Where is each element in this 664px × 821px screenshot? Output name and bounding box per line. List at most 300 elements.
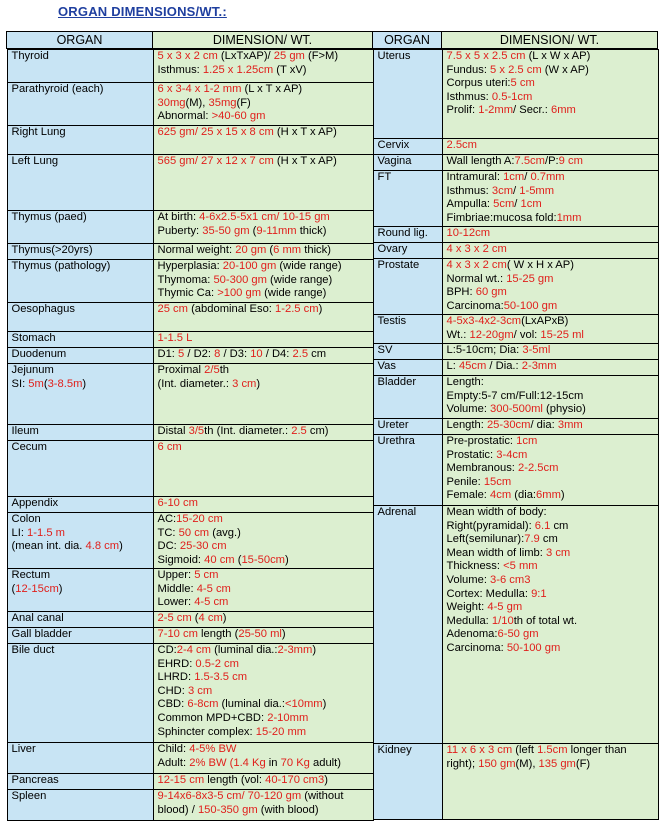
organ-line xyxy=(378,435,438,449)
dimension-text: / D2: xyxy=(184,348,214,360)
dimension-text: >40-60 gm xyxy=(212,110,266,122)
organ-line xyxy=(378,419,438,433)
dimension-text: 3 cm xyxy=(232,378,256,390)
left-column-block xyxy=(7,49,373,821)
dimension-cell xyxy=(153,260,373,303)
dimension-text: (avg.) xyxy=(209,527,241,539)
table-row xyxy=(373,259,658,315)
organ-line xyxy=(378,344,438,358)
dimension-line xyxy=(447,506,654,520)
dimension-text: Sphincter complex: xyxy=(158,726,256,738)
table-row xyxy=(373,344,658,360)
dimension-text: / xyxy=(513,185,519,197)
dimension-text: 625 gm/ 25 x 15 x 8 cm xyxy=(158,126,274,138)
dimension-line xyxy=(447,533,654,547)
organ-line xyxy=(12,303,149,317)
table-row xyxy=(7,348,373,364)
dimension-text: Middle: xyxy=(158,583,197,595)
organ-line xyxy=(12,497,149,511)
organ-cell xyxy=(373,435,442,506)
organ-text: Appendix xyxy=(12,497,59,509)
dimension-line xyxy=(158,225,369,239)
organ-text: Ureter xyxy=(378,419,409,431)
organ-line xyxy=(12,155,149,169)
dimension-text: Abnormal: xyxy=(158,110,212,122)
table-row xyxy=(7,774,373,790)
dimension-text: 40-170 cm3 xyxy=(265,774,324,786)
organ-line xyxy=(12,364,149,378)
dimension-text: 15cm xyxy=(484,476,511,488)
organ-text: 1-1.5 m xyxy=(27,527,65,539)
table-row xyxy=(7,126,373,155)
organ-cell xyxy=(7,441,153,497)
organ-line xyxy=(12,211,149,225)
dimension-text: Normal weight: xyxy=(158,244,236,256)
organ-cell xyxy=(7,628,153,644)
organ-line xyxy=(12,612,149,626)
organ-line xyxy=(12,50,149,64)
organ-line xyxy=(12,348,149,362)
dimension-text: 6 mm xyxy=(273,244,301,256)
dimension-text: 2-2.5cm xyxy=(518,462,558,474)
dimension-line xyxy=(447,104,654,118)
dimension-line xyxy=(158,726,369,740)
dimension-text: Pre-prostatic: xyxy=(447,435,517,447)
organ-line xyxy=(12,540,149,554)
dimension-text: >100 gm xyxy=(217,287,261,299)
dimension-text: / D4: xyxy=(263,348,293,360)
organ-text: Colon xyxy=(12,513,41,525)
dimension-text: Right(pyramidal): xyxy=(447,520,535,532)
dimension-text: 9 cm xyxy=(559,155,583,167)
dimension-line xyxy=(158,513,369,527)
organ-text: 4.8 cm xyxy=(86,540,120,552)
organ-text: Oesophagus xyxy=(12,303,75,315)
dimension-cell xyxy=(442,155,658,171)
dimension-line xyxy=(447,315,654,329)
organ-cell xyxy=(7,497,153,513)
dimension-text: 4-5x3-4x2-3cm xyxy=(447,315,522,327)
dimension-text: 50-100 gm xyxy=(507,642,561,654)
dimension-text: 1cm xyxy=(503,171,524,183)
dimension-text: Corpus uteri: xyxy=(447,77,511,89)
dimension-text: / Secr.: xyxy=(513,104,551,116)
dimension-text: 1-2mm xyxy=(478,104,513,116)
dimension-text: (LxTxAP)/ xyxy=(218,50,274,62)
dimension-text: / xyxy=(514,198,520,210)
organ-text: Cecum xyxy=(12,441,47,453)
dimension-text: / xyxy=(524,171,530,183)
dimension-text: 1mm xyxy=(557,212,582,224)
organ-line xyxy=(12,569,149,583)
dimension-text: Wt.: xyxy=(447,329,470,341)
dimension-line xyxy=(158,303,369,317)
dimension-text: 25-30 cm xyxy=(180,540,227,552)
dimension-cell xyxy=(442,344,658,360)
dimension-text: th xyxy=(220,364,229,376)
organ-line xyxy=(12,260,149,274)
table-row xyxy=(7,364,373,425)
dimension-line xyxy=(158,378,369,392)
dimension-text: 6 cm xyxy=(158,441,182,453)
table-row xyxy=(7,628,373,644)
organ-line xyxy=(12,527,149,541)
dimension-text: 50-300 gm xyxy=(213,274,267,286)
organ-text: Thyroid xyxy=(12,50,49,62)
dimension-text: L: xyxy=(447,360,459,372)
dimension-text: thick) xyxy=(297,225,327,237)
table-row xyxy=(373,419,658,435)
dimension-text: 8 xyxy=(214,348,220,360)
dimension-text: EHRD: xyxy=(158,658,196,670)
organ-cell xyxy=(373,506,442,744)
dimension-text: BPH: xyxy=(447,286,476,298)
dimension-text: 4-5 cm xyxy=(197,583,231,595)
dimension-text: 1.25 x 1.25cm xyxy=(203,64,273,76)
dimension-text: 4-5 gm xyxy=(487,601,522,613)
organ-line xyxy=(12,583,149,597)
organ-cell xyxy=(373,744,442,820)
organ-cell xyxy=(373,315,442,344)
table-row xyxy=(7,83,373,126)
dimension-cell xyxy=(153,155,373,211)
dimension-line xyxy=(447,758,654,772)
dimension-text: Volume: xyxy=(447,403,491,415)
organ-text: Rectum xyxy=(12,569,51,581)
dimension-text: Upper: xyxy=(158,569,195,581)
dimension-text: 2-3mm xyxy=(278,644,313,656)
dimension-text: 5 x 3 x 2 cm xyxy=(158,50,218,62)
dimension-text: 1.5cm xyxy=(537,744,567,756)
dimension-text: Cortex: Medulla: xyxy=(447,588,532,600)
right-subtable xyxy=(373,49,659,820)
dimension-text: Ampulla: xyxy=(447,198,494,210)
dimension-text: 3-4cm xyxy=(496,449,527,461)
dimension-text: Mean width of limb: xyxy=(447,547,547,559)
table-row xyxy=(7,644,373,743)
dimension-text: length (vol: xyxy=(204,774,265,786)
dimension-text: 10-12cm xyxy=(447,227,491,239)
dimension-text: 20 gm xyxy=(235,244,266,256)
organ-text: Ileum xyxy=(12,425,39,437)
dimension-text: Isthmus: xyxy=(447,91,492,103)
dimension-text: 0.5-2 cm xyxy=(195,658,239,670)
organ-cell xyxy=(7,364,153,425)
dimension-text: 10 xyxy=(250,348,262,360)
organ-text: ) xyxy=(82,378,86,390)
organ-cell xyxy=(373,376,442,419)
header-organ-right: ORGAN xyxy=(373,32,442,49)
dimension-text: ) xyxy=(256,378,260,390)
dimension-text: 3 cm xyxy=(546,547,570,559)
organ-text: Thymus (pathology) xyxy=(12,260,111,272)
dimension-text: (wide range) xyxy=(276,260,341,272)
dimension-line xyxy=(447,329,654,343)
organ-cell xyxy=(7,244,153,260)
dimension-text: 5 cm xyxy=(511,77,535,89)
table-row xyxy=(373,139,658,155)
dimension-cell xyxy=(153,244,373,260)
organ-text: FT xyxy=(378,171,392,183)
dimension-cell xyxy=(153,126,373,155)
table-row xyxy=(7,497,373,513)
organ-text: (mean int. dia. xyxy=(12,540,86,552)
dimension-text: ) xyxy=(312,644,316,656)
organ-text: ) xyxy=(119,540,123,552)
table-row xyxy=(7,332,373,348)
organ-text: Duodenum xyxy=(12,348,67,360)
dimension-cell xyxy=(442,243,658,259)
dimension-text: Length: xyxy=(447,376,484,388)
dimension-text: 6mm xyxy=(536,489,561,501)
dimension-text: 20-100 gm xyxy=(223,260,277,272)
organ-line xyxy=(12,126,149,140)
dimension-line xyxy=(158,583,369,597)
dimension-line xyxy=(158,644,369,658)
dimension-text: 60 gm xyxy=(476,286,507,298)
dimension-cell xyxy=(153,644,373,743)
dimension-cell xyxy=(153,628,373,644)
organ-cell xyxy=(7,211,153,244)
dimension-text: 4-5% BW xyxy=(189,743,236,755)
dimension-cell xyxy=(153,364,373,425)
dimension-text: (without xyxy=(301,790,343,802)
dimension-text: 7.5 x 5 x 2.5 cm xyxy=(447,50,526,62)
dimension-line xyxy=(158,348,369,362)
organ-text: 3-8.5m xyxy=(48,378,83,390)
dimension-cell xyxy=(153,497,373,513)
dimension-cell xyxy=(442,360,658,376)
dimension-text: 1/10 xyxy=(492,615,514,627)
dimension-text: 35-50 gm xyxy=(202,225,249,237)
dimension-text: Isthmus: xyxy=(158,64,203,76)
organ-cell xyxy=(7,260,153,303)
dimension-line xyxy=(158,425,369,439)
dimension-line xyxy=(447,642,654,656)
dimension-line xyxy=(447,139,654,153)
dimension-text: / vol: xyxy=(514,329,541,341)
table-row xyxy=(373,315,658,344)
organ-cell xyxy=(373,360,442,376)
dimension-cell xyxy=(442,315,658,344)
table-row xyxy=(7,790,373,821)
organ-line xyxy=(12,425,149,439)
table-row xyxy=(7,513,373,569)
organ-text: 5m xyxy=(28,378,44,390)
organ-cell xyxy=(7,303,153,332)
organ-cell xyxy=(373,344,442,360)
organ-line xyxy=(12,513,149,527)
dimension-line xyxy=(158,332,369,346)
dimension-text: 7-10 cm xyxy=(158,628,198,640)
organ-text: SI: xyxy=(12,378,29,390)
dimension-line xyxy=(447,227,654,241)
dimension-text: (T xV) xyxy=(273,64,306,76)
organ-text: Right Lung xyxy=(12,126,66,138)
dimension-text: 50 cm xyxy=(179,527,209,539)
organ-line xyxy=(378,744,438,758)
table-row xyxy=(373,171,658,227)
dimension-text: 2-3mm xyxy=(522,360,557,372)
dimension-cell xyxy=(153,425,373,441)
dimension-text: (M), xyxy=(186,97,209,109)
dimension-line xyxy=(447,50,654,64)
organ-text: Stomach xyxy=(12,332,56,344)
dimension-text: 9:1 xyxy=(531,588,547,600)
organ-cell xyxy=(7,83,153,126)
dimension-line xyxy=(158,83,369,97)
dimension-line xyxy=(447,259,654,273)
organ-cell xyxy=(373,171,442,227)
dimension-text: Child: xyxy=(158,743,190,755)
dimension-text: (with blood) xyxy=(258,804,319,816)
dimension-line xyxy=(158,211,369,225)
dimension-text: 15-25 ml xyxy=(540,329,584,341)
dimension-text: Carcinoma: xyxy=(447,300,504,312)
organ-text: Bile duct xyxy=(12,644,55,656)
organ-text: SV xyxy=(378,344,393,356)
table-row xyxy=(7,155,373,211)
dimension-text: 70 Kg xyxy=(281,757,310,769)
dimension-text: (dia: xyxy=(511,489,536,501)
dimension-text: 12-20gm xyxy=(470,329,514,341)
dimension-text: 50-100 gm xyxy=(504,300,558,312)
dimension-line xyxy=(158,774,369,788)
dimension-text: (abdominal Eso: xyxy=(188,303,275,315)
dimension-text: 1-1.5 L xyxy=(158,332,193,344)
dimension-text: Carcinoma: xyxy=(447,642,507,654)
dimension-line xyxy=(158,658,369,672)
dimension-line xyxy=(158,155,369,169)
dimension-text: th (Int. diameter.: xyxy=(204,425,291,437)
dimension-text: Prolif: xyxy=(447,104,479,116)
dimension-cell xyxy=(442,227,658,243)
dimension-text: 565 gm/ 27 x 12 x 7 cm xyxy=(158,155,274,167)
organ-line xyxy=(12,378,149,392)
dimension-text: thick) xyxy=(301,244,331,256)
dimension-line xyxy=(447,171,654,185)
dimension-cell xyxy=(153,50,373,83)
dimension-line xyxy=(158,628,369,642)
organ-line xyxy=(12,774,149,788)
organ-text: Thymus(>20yrs) xyxy=(12,244,93,256)
dimension-text: 1-5mm xyxy=(519,185,554,197)
dimension-line xyxy=(158,612,369,626)
dimension-text: 3-6 cm3 xyxy=(490,574,530,586)
dimension-text: 3-5ml xyxy=(522,344,550,356)
organ-text: Spleen xyxy=(12,790,47,802)
dimension-text: <5 mm xyxy=(503,560,538,572)
dimension-text: CD: xyxy=(158,644,177,656)
dimension-line xyxy=(158,685,369,699)
dimension-cell xyxy=(153,348,373,364)
organ-line xyxy=(378,155,438,169)
table-row xyxy=(7,244,373,260)
dimension-line xyxy=(158,743,369,757)
organ-text: Testis xyxy=(378,315,407,327)
dimension-text: 15-25 gm xyxy=(506,273,553,285)
organ-cell xyxy=(373,259,442,315)
dimension-text: cm) xyxy=(307,425,329,437)
dimension-text: LHRD: xyxy=(158,671,195,683)
dimension-text: blood) / xyxy=(158,804,198,816)
dimension-text: 5cm xyxy=(493,198,514,210)
dimension-text: 2/5 xyxy=(204,364,220,376)
dimension-text: right); xyxy=(447,758,479,770)
dimension-text: 30mg xyxy=(158,97,186,109)
dimension-text: 25-50 ml xyxy=(238,628,282,640)
dimension-text: Prostatic: xyxy=(447,449,497,461)
dimension-cell xyxy=(442,139,658,155)
dimension-cell xyxy=(442,435,658,506)
table-row xyxy=(7,441,373,497)
dimension-line xyxy=(447,390,654,404)
organ-text: Prostate xyxy=(378,259,420,271)
header-dimension-left: DIMENSION/ WT. xyxy=(153,32,373,49)
header-organ-left: ORGAN xyxy=(7,32,153,49)
table-row xyxy=(373,435,658,506)
dimension-line xyxy=(158,287,369,301)
organ-text: Parathyroid (each) xyxy=(12,83,104,95)
dimension-line xyxy=(447,560,654,574)
dimension-text: 25 gm xyxy=(274,50,305,62)
organ-cell xyxy=(7,513,153,569)
organ-text: Ovary xyxy=(378,243,408,255)
dimension-line xyxy=(447,243,654,257)
dimension-text: 45cm xyxy=(459,360,486,372)
organ-cell xyxy=(7,155,153,211)
dimension-line xyxy=(158,757,369,771)
dimension-cell xyxy=(442,171,658,227)
dimension-line xyxy=(447,615,654,629)
dimension-text: 5 cm xyxy=(194,569,218,581)
dimension-cell xyxy=(153,612,373,628)
organ-cell xyxy=(7,774,153,790)
dimension-text: 1cm xyxy=(521,198,542,210)
dimension-text: Lower: xyxy=(158,596,195,608)
organ-text: Bladder xyxy=(378,376,417,388)
dimension-text: Common MPD+CBD: xyxy=(158,712,268,724)
dimension-text: Wall length A: xyxy=(447,155,515,167)
dimension-text: ) xyxy=(319,303,323,315)
organ-cell xyxy=(373,139,442,155)
dimension-cell xyxy=(442,376,658,419)
dimension-text: (L x W x AP) xyxy=(525,50,590,62)
dimension-text: ( xyxy=(266,244,273,256)
dimension-text: (F) xyxy=(576,758,590,770)
organ-text: Urethra xyxy=(378,435,415,447)
organ-text: Pancreas xyxy=(12,774,59,786)
organ-line xyxy=(378,376,438,390)
dimension-line xyxy=(447,185,654,199)
dimension-text: longer than xyxy=(568,744,627,756)
organ-text: Gall bladder xyxy=(12,628,72,640)
dimension-text: 4 x 3 x 2 cm xyxy=(447,259,507,271)
dimension-cell xyxy=(442,506,658,744)
dimension-line xyxy=(447,286,654,300)
dimension-text: 9-11mm xyxy=(256,225,296,237)
organ-line xyxy=(12,441,149,455)
dimension-cell xyxy=(153,774,373,790)
dimension-text: 3 cm xyxy=(188,685,212,697)
organ-text: Vas xyxy=(378,360,396,372)
dimension-text: L:5-10cm; Dia: xyxy=(447,344,523,356)
dimension-text: / D3: xyxy=(220,348,250,360)
dimension-cell xyxy=(442,50,658,139)
dimension-line xyxy=(158,441,369,455)
dimension-text: Thickness: xyxy=(447,560,504,572)
dimension-line xyxy=(158,274,369,288)
